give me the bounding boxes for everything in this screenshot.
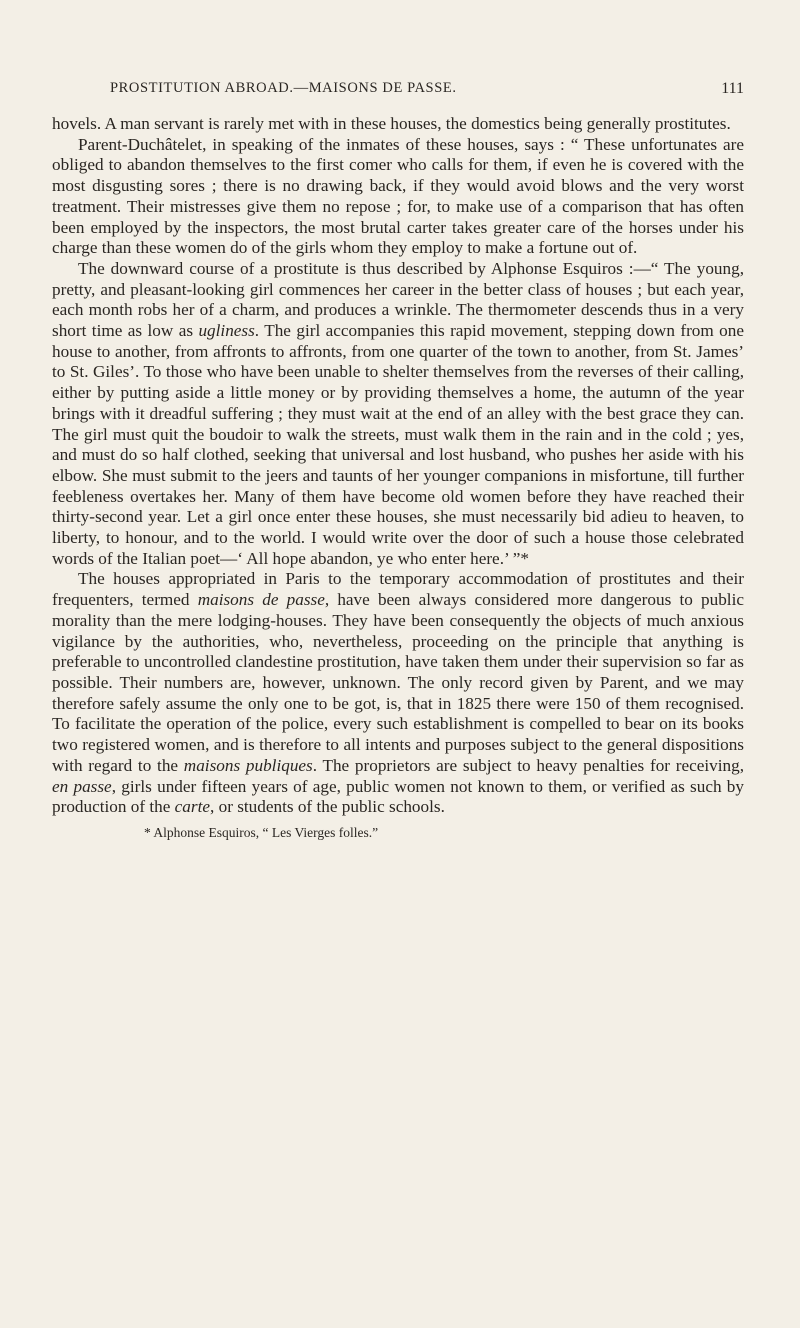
running-title: PROSTITUTION ABROAD.—MAISONS DE PASSE.: [110, 80, 457, 96]
italic-text: maisons de passe: [197, 590, 325, 610]
page-header: [52, 80, 744, 106]
paragraph-text: The houses appropriated in Paris to the temporary accommodation of prostitutes and their frequenters, termed: [52, 569, 744, 610]
footnote: * Alphonse Esquiros, “ Les Vierges folles.”: [144, 824, 379, 840]
paragraph-text: , girls under fifteen years of age, public women not known to them, or verified as such by production of the: [52, 776, 744, 817]
italic-text: en passe: [52, 776, 112, 796]
paragraph: [52, 259, 744, 570]
book-page: [52, 80, 744, 842]
italic-text: maisons publiques: [183, 755, 313, 775]
body-text: [52, 114, 744, 818]
paragraph-text: Parent-Duchâtelet, in speaking of the inmates of these houses, says : “ These unfortunates are obliged to abandon themselves to the first comer who calls for them, if even he is covered with the most disgusting sores ; there is no drawing back, if they would avoid blows and the very worst treatment. Their mistresses give them no repose ; for, to make use of a comparison that has often been employed by the inspectors, the most brutal carter takes greater care of the horses under his charge than these women do of the girls whom they employ to make a fortune out of.: [52, 134, 744, 258]
page-number: 111: [721, 80, 744, 97]
paragraph-text: . The proprietors are subject to heavy penalties for receiving,: [312, 755, 744, 775]
paragraph-text: , or students of the public schools.: [210, 797, 445, 817]
paragraph-text: hovels. A man servant is rarely met with in these houses, the domestics being generally prostitutes.: [52, 114, 731, 133]
paragraph: [52, 135, 744, 259]
paragraph: [52, 114, 744, 135]
paragraph-text: , have been always considered more dangerous to public morality than the mere lodging-houses. They have been consequently the objects of much anxious vigilance by the authorities, who, nevertheless, proceeding on the principle that anything is preferable to uncontrolled clandestine prostitution, have taken them under their supervision so far as possible. Their numbers are, however, unknown. The only record given by Parent, and we may therefore safely assume the only one to be got, is, that in 1825 there were 150 of them recognised. To facilitate the operation of the police, every such establishment is compelled to bear on its books two registered women, and is therefore to all intents and purposes subject to the general dispositions with regard to the: [52, 590, 744, 775]
paragraph-text: . The girl accompanies this rapid movement, stepping down from one house to another, from affronts to affronts, from one quarter of the town to another, from St. James’ to St. Giles’. To those who have been unable to shelter themselves from the reverses of their calling, either by putting aside a little money or by providing themselves a home, the autumn of the year brings with it dreadful suffering ; they must wait at the end of an alley with the best grace they can. The girl must quit the boudoir to walk the streets, must walk them in the rain and in the cold ; yes, and must do so half clothed, seeking that universal and lost husband, who pushes her aside with his elbow. She must submit to the jeers and taunts of her younger companions in misfortune, till further feebleness overtakes her. Many of them have become old women before they have reached their thirty-second year. Let a girl once enter these houses, she must necessarily bid adieu to heaven, to liberty, to honour, and to the world. I would write over the door of such a house those celebrated words of the Italian poet—‘ All hope abandon, ye who enter here.’ ”*: [52, 321, 744, 568]
italic-text: ugliness: [198, 321, 255, 341]
italic-text: carte: [174, 797, 210, 817]
paragraph-text: The downward course of a prostitute is thus described by Alphonse Esquiros :—“ The young, pretty, and pleasant-looking girl commences her career in the better class of houses ; but each year, each month robs her of a charm, and produces a wrinkle. The thermometer descends thus in a very short time as low as: [52, 258, 744, 341]
paragraph: [52, 569, 744, 817]
